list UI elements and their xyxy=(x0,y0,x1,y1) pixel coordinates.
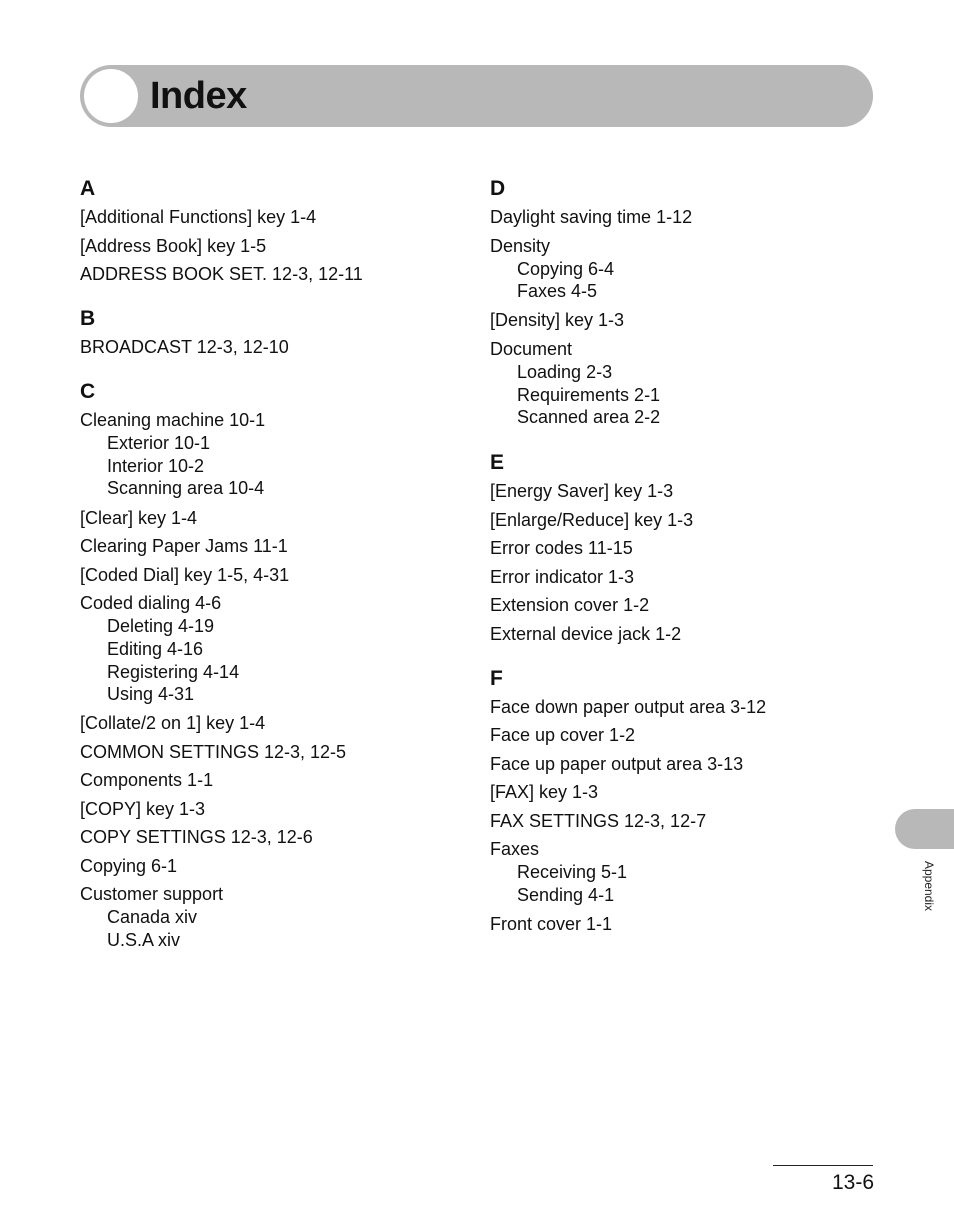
index-entry-text: Components 1-1 xyxy=(80,770,214,791)
index-entry xyxy=(490,753,870,775)
index-entry-text: Cleaning machine 10-1 xyxy=(80,410,266,430)
index-entry xyxy=(80,263,460,285)
index-section xyxy=(490,176,870,429)
index-subentry: Sending 4-1 xyxy=(517,884,615,905)
index-entry-text: [Additional Functions] key 1-4 xyxy=(80,207,317,227)
index-entry-text: COPY SETTINGS 12-3, 12-6 xyxy=(80,827,313,848)
index-subentry: Faxes 4-5 xyxy=(517,281,598,302)
index-subentry: Deleting 4-19 xyxy=(107,616,215,637)
index-entry-text: Error indicator 1-3 xyxy=(490,566,635,587)
footer-rule xyxy=(773,1165,873,1166)
index-entry xyxy=(490,309,870,331)
index-entry xyxy=(490,810,870,832)
page-number: 13-6 xyxy=(831,1171,874,1194)
index-entry-text: [Energy Saver] key 1-3 xyxy=(490,481,674,502)
index-section xyxy=(80,306,460,358)
index-entry xyxy=(490,623,870,645)
index-entry xyxy=(80,206,460,228)
index-entry-text: Face up paper output area 3-13 xyxy=(490,753,744,774)
index-subentry: Copying 6-4 xyxy=(517,258,615,279)
appendix-tab-label: Appendix xyxy=(922,860,936,912)
index-entry xyxy=(80,592,460,706)
index-entry-text: Density xyxy=(490,235,551,256)
index-entry-text: Coded dialing 4-6 xyxy=(80,593,222,614)
index-entry xyxy=(80,535,460,557)
index-subentry-list xyxy=(490,861,870,906)
index-entry xyxy=(80,855,460,877)
index-entry-text: Clearing Paper Jams 11-1 xyxy=(80,536,288,557)
index-entry xyxy=(490,509,870,531)
index-subentry: Receiving 5-1 xyxy=(517,862,628,883)
index-entry-text: ADDRESS BOOK SET. 12-3, 12-11 xyxy=(80,264,363,284)
index-subentry: Using 4-31 xyxy=(107,684,195,705)
index-entry xyxy=(490,338,870,429)
index-entry xyxy=(80,741,460,763)
index-entry-text: [Enlarge/Reduce] key 1-3 xyxy=(490,509,694,530)
index-entry xyxy=(80,409,460,500)
index-entry xyxy=(490,537,870,559)
index-entry xyxy=(490,696,870,718)
index-section xyxy=(80,379,460,952)
index-subentry: Editing 4-16 xyxy=(107,638,204,659)
index-entry-text: [Clear] key 1-4 xyxy=(80,507,198,528)
index-entry-text: Face down paper output area 3-12 xyxy=(490,696,767,717)
index-section xyxy=(490,450,870,645)
index-entry-text: FAX SETTINGS 12-3, 12-7 xyxy=(490,810,707,831)
index-entry-text: [Density] key 1-3 xyxy=(490,310,625,331)
index-subentry-list xyxy=(80,906,460,951)
index-entry-text: Customer support xyxy=(80,884,224,905)
index-section xyxy=(80,176,460,285)
index-entry-text: [FAX] key 1-3 xyxy=(490,782,599,803)
index-subentry: Loading 2-3 xyxy=(517,361,613,382)
index-entry xyxy=(80,798,460,820)
index-entry-text: [Coded Dial] key 1-5, 4-31 xyxy=(80,564,290,585)
index-entry-text: Faxes xyxy=(490,839,540,860)
appendix-tab xyxy=(895,809,954,849)
index-entry xyxy=(490,566,870,588)
index-subentry: Registering 4-14 xyxy=(107,661,240,682)
index-entry xyxy=(80,883,460,951)
section-letter-heading: E xyxy=(490,451,505,475)
index-entry xyxy=(80,336,460,358)
index-subentry-list xyxy=(490,361,870,429)
index-entry xyxy=(490,594,870,616)
index-entry xyxy=(80,235,460,257)
index-entry-text: Copying 6-1 xyxy=(80,855,178,876)
index-entry xyxy=(80,564,460,586)
section-letter-heading: C xyxy=(80,380,96,403)
index-entry xyxy=(80,507,460,529)
index-subentry-list xyxy=(80,615,460,706)
header-circle-icon xyxy=(84,69,138,123)
index-subentry-list xyxy=(80,432,460,500)
index-entry-text: Error codes 11-15 xyxy=(490,538,633,559)
index-entry xyxy=(490,206,870,228)
section-letter-heading: D xyxy=(490,177,506,200)
index-entry xyxy=(80,712,460,734)
index-entry xyxy=(490,480,870,502)
index-entry-text: BROADCAST 12-3, 12-10 xyxy=(80,337,289,357)
index-subentry: Scanned area 2-2 xyxy=(517,407,661,428)
index-entry xyxy=(80,769,460,791)
section-letter-heading: F xyxy=(490,666,503,690)
index-entry-text: Face up cover 1-2 xyxy=(490,725,636,746)
index-entry-text: External device jack 1-2 xyxy=(490,623,682,644)
index-entry-text: Document xyxy=(490,338,573,359)
index-entry xyxy=(490,724,870,746)
index-entry-text: [Collate/2 on 1] key 1-4 xyxy=(80,713,266,734)
page-title: Index xyxy=(150,75,247,117)
index-entry xyxy=(490,781,870,803)
index-entry-text: COMMON SETTINGS 12-3, 12-5 xyxy=(80,741,347,762)
index-subentry: Scanning area 10-4 xyxy=(107,478,265,499)
index-entry-text: Front cover 1-1 xyxy=(490,913,613,934)
index-subentry: Exterior 10-1 xyxy=(107,433,211,453)
index-entry-text: [COPY] key 1-3 xyxy=(80,798,206,819)
index-column-right xyxy=(490,176,870,956)
index-entry xyxy=(490,913,870,935)
index-subentry: U.S.A xiv xyxy=(107,930,181,951)
index-subentry: Requirements 2-1 xyxy=(517,384,661,405)
section-letter-heading: B xyxy=(80,307,96,330)
index-section xyxy=(490,666,870,935)
index-entry-text: Daylight saving time 1-12 xyxy=(490,207,693,227)
index-subentry: Canada xiv xyxy=(107,907,198,928)
section-letter-heading: A xyxy=(80,177,96,200)
index-subentry-list xyxy=(490,258,870,303)
index-column-left xyxy=(80,176,460,973)
index-subentry: Interior 10-2 xyxy=(107,455,205,476)
index-entry xyxy=(490,235,870,303)
index-entry-text: Extension cover 1-2 xyxy=(490,595,650,616)
index-entry-text: [Address Book] key 1-5 xyxy=(80,235,267,256)
index-entry xyxy=(490,838,870,906)
index-entry xyxy=(80,826,460,848)
header-band xyxy=(80,65,873,127)
